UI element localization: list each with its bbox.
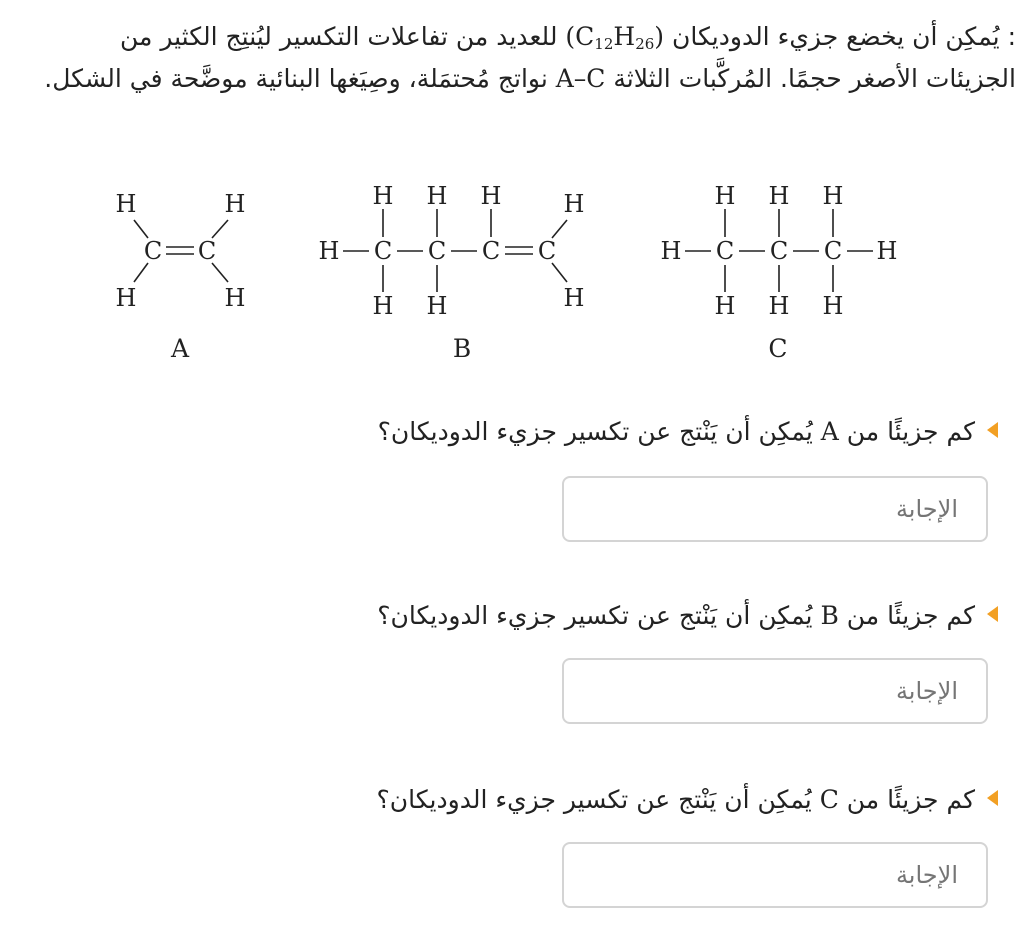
atom-c: C	[197, 237, 217, 265]
molecules-svg	[0, 175, 1032, 375]
atom-h: H	[480, 182, 502, 210]
molecule-a	[116, 190, 246, 363]
question-text-prefix: كم جزيئًا من	[838, 601, 975, 630]
atom-h: H	[768, 182, 790, 210]
question-compound: A	[820, 417, 839, 446]
structural-formulas-figure	[0, 175, 1032, 375]
atom-h: H	[768, 292, 790, 320]
atom-h: H	[563, 190, 585, 218]
atom-h: H	[714, 292, 736, 320]
atom-c: C	[373, 237, 393, 265]
atom-c: C	[715, 237, 735, 265]
atom-h: H	[426, 292, 448, 320]
formula-close: )	[654, 22, 665, 51]
atom-h: H	[822, 292, 844, 320]
caret-left-icon	[987, 606, 998, 622]
atom-h: H	[372, 182, 394, 210]
atom-h: H	[660, 237, 682, 265]
atom-h: H	[115, 284, 137, 312]
formula-sub-hydrogen: 26	[635, 35, 655, 53]
atom-c: C	[769, 237, 789, 265]
atom-h: H	[563, 284, 585, 312]
answer-input-2[interactable]	[562, 658, 988, 724]
atom-h: H	[426, 182, 448, 210]
atom-h: H	[372, 292, 394, 320]
compound-range: A–C	[555, 64, 606, 93]
intro-paragraph	[26, 16, 1016, 100]
atom-h: H	[318, 237, 340, 265]
molecule-label-a: A	[170, 334, 190, 363]
single-bond	[134, 220, 148, 238]
question-text-prefix: كم جزيئًا من	[838, 785, 975, 814]
formula-open: (C	[565, 22, 595, 51]
atom-c: C	[823, 237, 843, 265]
atom-c: C	[427, 237, 447, 265]
molecule-b	[319, 182, 585, 363]
atom-c: C	[143, 237, 163, 265]
question-compound: B	[820, 601, 839, 630]
question-text-suffix: يُمكِن أن يَنْتج عن تكسير جزيء الدوديكان؟	[377, 601, 821, 630]
answer-input-1[interactable]	[562, 476, 988, 542]
atom-h: H	[714, 182, 736, 210]
molecule-c	[661, 182, 898, 363]
question-text-suffix: يُمكِن أن يَنْتج عن تكسير جزيء الدوديكان؟	[377, 417, 821, 446]
question-1	[98, 414, 998, 450]
dodecane-formula	[565, 22, 664, 51]
intro-colon: :	[999, 22, 1016, 51]
question-2	[98, 598, 998, 634]
single-bond	[212, 263, 228, 282]
question-3	[98, 782, 998, 818]
atom-h: H	[224, 284, 246, 312]
single-bond	[552, 220, 567, 238]
molecule-label-b: B	[452, 334, 472, 363]
atom-c: C	[537, 237, 557, 265]
question-text-prefix: كم جزيئًا من	[838, 417, 975, 446]
question-text-suffix: يُمكِن أن يَنْتج عن تكسير جزيء الدوديكان؟	[376, 785, 820, 814]
molecule-label-c: C	[768, 334, 788, 363]
single-bond	[134, 263, 148, 282]
single-bond	[212, 220, 228, 238]
intro-text-2: للعديد من تفاعلات التكسير ليُنتِج الكثير من الجزيئات الأصغر حجمًا. المُركَّبات الثلاثة	[119, 22, 1016, 93]
atom-c: C	[481, 237, 501, 265]
formula-hydrogen: H	[613, 22, 636, 51]
intro-text-1: يُمكِن أن يخضع جزيء الدوديكان	[664, 22, 1000, 51]
atom-h: H	[224, 190, 246, 218]
answer-input-3[interactable]	[562, 842, 988, 908]
caret-left-icon	[987, 790, 998, 806]
question-compound: C	[819, 785, 839, 814]
caret-left-icon	[987, 422, 998, 438]
atom-h: H	[876, 237, 898, 265]
atom-h: H	[115, 190, 137, 218]
intro-text-3: نواتج مُحتمَلة، وصِيَغها البنائية موضَّحة في الشكل.	[44, 64, 556, 93]
atom-h: H	[822, 182, 844, 210]
formula-sub-carbon: 12	[594, 35, 614, 53]
single-bond	[552, 263, 567, 282]
